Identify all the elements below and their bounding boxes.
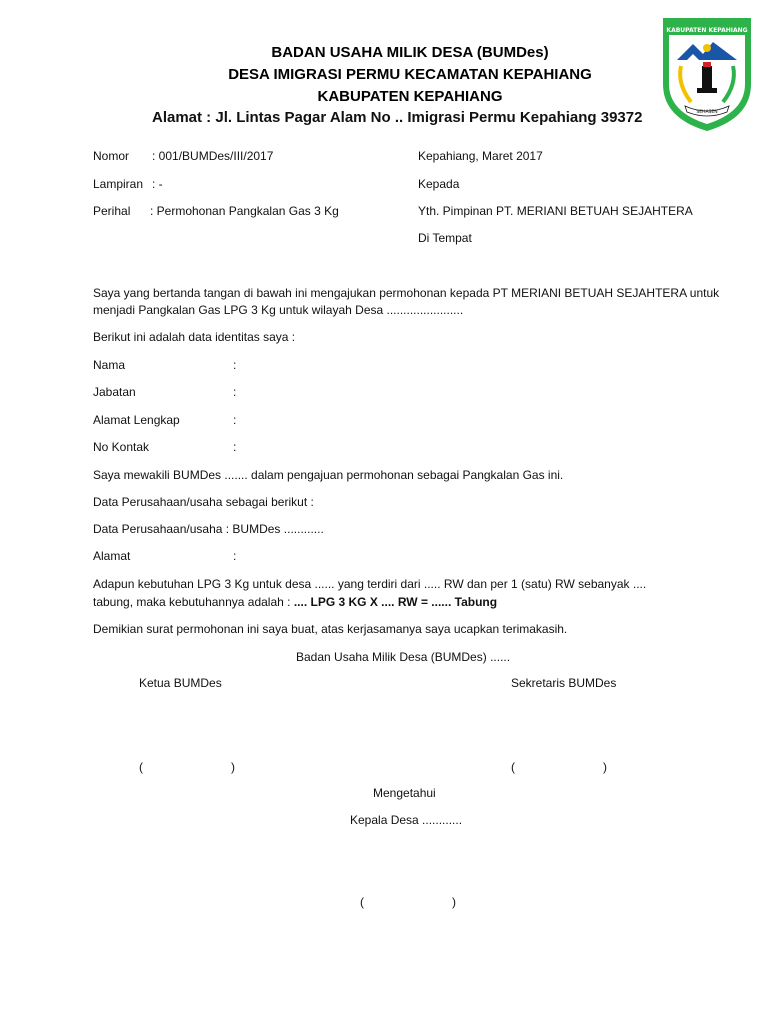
letter-date: Kepahiang, Maret 2017	[418, 149, 543, 163]
field-sep-no-kontak: :	[233, 440, 237, 454]
letterhead-address: Alamat : Jl. Lintas Pagar Alam No .. Imigrasi Permu Kepahiang 39372	[152, 109, 643, 126]
company-line: Data Perusahaan/usaha : BUMDes ............	[93, 522, 324, 536]
signature-right-title: Sekretaris BUMDes	[511, 676, 617, 690]
perihal-label: Perihal	[93, 204, 131, 218]
letterhead-regency: KABUPATEN KEPAHIANG	[317, 88, 503, 105]
kepada-label: Kepada	[418, 177, 460, 191]
signature-left-title: Ketua BUMDes	[139, 676, 222, 690]
closing-line: Demikian surat permohonan ini saya buat, atas kerjasamanya saya ucapkan terimakasih.	[93, 622, 568, 636]
represent-line: Saya mewakili BUMDes ....... dalam pengajuan permohonan sebagai Pangkalan Gas ini.	[93, 468, 564, 482]
signature-left-paren-open: (	[139, 760, 143, 774]
identity-intro: Berikut ini adalah data identitas saya :	[93, 330, 296, 344]
perihal-value: : Permohonan Pangkalan Gas 3 Kg	[150, 204, 339, 218]
logo-motto-text: SEHASEN	[696, 110, 718, 115]
field-sep-jabatan: :	[233, 385, 237, 399]
nomor-value: : 001/BUMDes/III/2017	[152, 149, 274, 163]
company-intro: Data Perusahaan/usaha sebagai berikut :	[93, 495, 314, 509]
letterhead-org-name: BADAN USAHA MILIK DESA (BUMDes)	[271, 44, 549, 61]
company-alamat-sep: :	[233, 549, 237, 563]
lampiran-value: : -	[152, 177, 163, 191]
field-sep-alamat-lengkap: :	[233, 413, 237, 427]
signature-head-paren-close: )	[452, 895, 456, 909]
regency-emblem-logo	[657, 14, 757, 134]
lampiran-label: Lampiran	[93, 177, 144, 191]
field-label-alamat-lengkap: Alamat Lengkap	[93, 413, 180, 427]
acknowledge-label: Mengetahui	[373, 786, 436, 800]
needs-line-2-text: tabung, maka kebutuhannya adalah :	[93, 595, 294, 609]
signature-left-paren-close: )	[231, 760, 235, 774]
letterhead-village: DESA IMIGRASI PERMU KECAMATAN KEPAHIANG	[228, 66, 592, 83]
recipient-line: Yth. Pimpinan PT. MERIANI BETUAH SEJAHTERA	[418, 204, 693, 218]
field-label-nama: Nama	[93, 358, 126, 372]
needs-formula: .... LPG 3 KG X .... RW = ...... Tabung	[293, 595, 498, 609]
signature-org: Badan Usaha Milik Desa (BUMDes) ......	[296, 650, 511, 664]
field-sep-nama: :	[233, 358, 237, 372]
field-label-no-kontak: No Kontak	[93, 440, 150, 454]
needs-line-1: Adapun kebutuhan LPG 3 Kg untuk desa ...... yang terdiri dari ..... RW dan per 1 (satu) RW sebanyak ....	[93, 577, 647, 591]
field-label-jabatan: Jabatan	[93, 385, 136, 399]
signature-right-paren-close: )	[603, 760, 607, 774]
intro-paragraph: Saya yang bertanda tangan di bawah ini mengajukan permohonan kepada PT MERIANI BETUAH SEJAHTERA untuk menjadi Pangkalan Gas LPG 3 Kg untuk wilayah Desa .......................	[93, 286, 720, 317]
needs-line-2	[93, 595, 497, 609]
signature-right-paren-open: (	[511, 760, 515, 774]
signature-head-paren-open: (	[360, 895, 364, 909]
logo-top-text: KABUPATEN KEPAHIANG	[666, 27, 748, 34]
company-alamat-label: Alamat	[93, 549, 131, 563]
village-head-title: Kepala Desa ............	[350, 813, 463, 827]
recipient-place: Di Tempat	[418, 231, 472, 245]
nomor-label: Nomor	[93, 149, 130, 163]
